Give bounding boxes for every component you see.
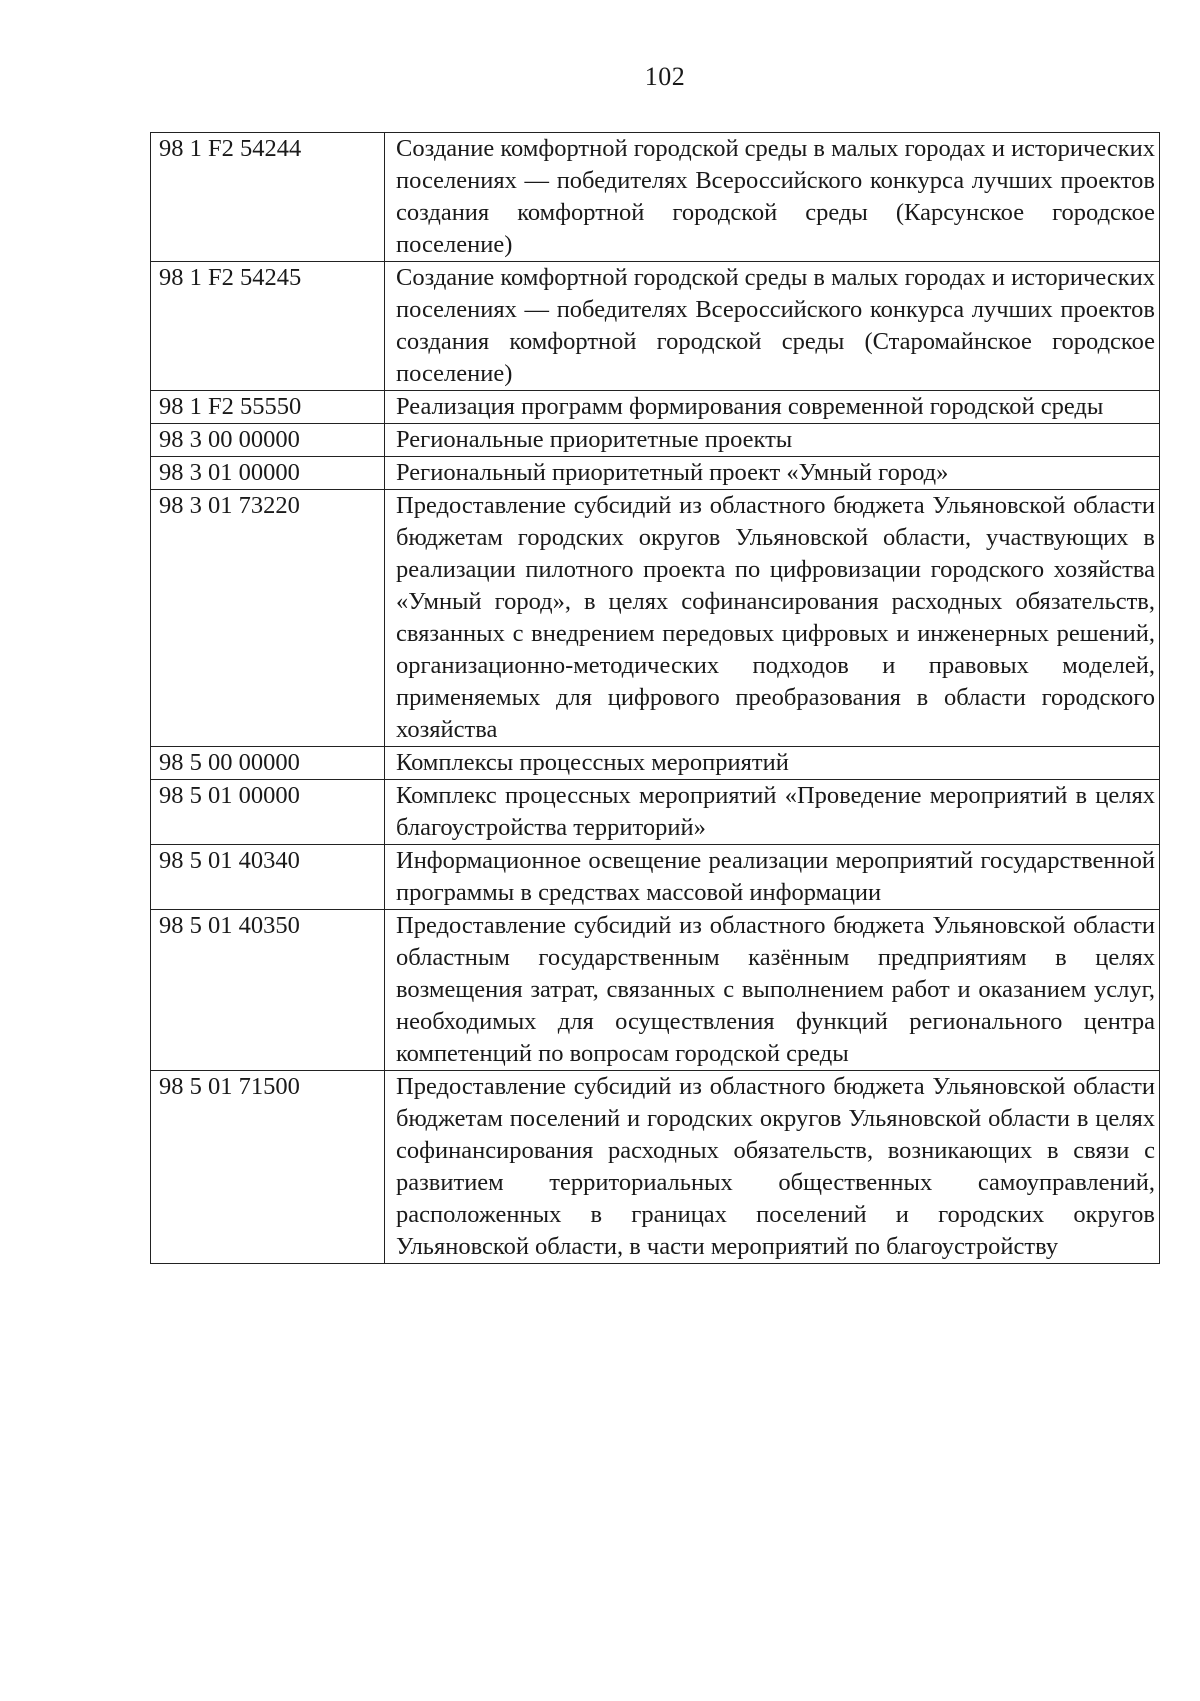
row-code: 98 1 F2 54244 [151, 133, 385, 262]
row-description: Комплексы процессных мероприятий [385, 747, 1160, 780]
budget-classification-table [150, 132, 1160, 1264]
table-row [151, 490, 1160, 747]
table-row [151, 262, 1160, 391]
row-description: Региональные приоритетные проекты [385, 424, 1160, 457]
row-code: 98 5 01 00000 [151, 780, 385, 845]
row-code: 98 3 00 00000 [151, 424, 385, 457]
row-code: 98 3 01 73220 [151, 490, 385, 747]
row-description: Предоставление субсидий из областного бюджета Ульяновской области бюджетам городских округов Ульяновской области, участвующих в реализации пилотного проекта по цифровизации городского хозяйства «Умный город», в целях софинансирования расходных обязательств, связанных с внедрением передовых цифровых и инженерных решений, организационно-методических подходов и правовых моделей, применяемых для цифрового преобразования в области городского хозяйства [385, 490, 1160, 747]
table-row [151, 845, 1160, 910]
page-number: 102 [644, 62, 686, 91]
row-code: 98 1 F2 55550 [151, 391, 385, 424]
row-code: 98 5 01 71500 [151, 1071, 385, 1264]
row-description: Информационное освещение реализации мероприятий государственной программы в средствах массовой информации [385, 845, 1160, 910]
row-description: Предоставление субсидий из областного бюджета Ульяновской области областным государственным казённым предприятиям в целях возмещения затрат, связанных с выполнением работ и оказанием услуг, необходимых для осуществления функций регионального центра компетенций по вопросам городской среды [385, 910, 1160, 1071]
table-row [151, 391, 1160, 424]
row-code: 98 5 01 40340 [151, 845, 385, 910]
table-row [151, 457, 1160, 490]
row-code: 98 5 01 40350 [151, 910, 385, 1071]
row-description: Создание комфортной городской среды в малых городах и исторических поселениях — победителях Всероссийского конкурса лучших проектов создания комфортной городской среды (Карсунское городское поселение) [385, 133, 1160, 262]
row-description: Предоставление субсидий из областного бюджета Ульяновской области бюджетам поселений и городских округов Ульяновской области в целях софинансирования расходных обязательств, возникающих в связи с развитием территориальных общественных самоуправлений, расположенных в границах поселений и городских округов Ульяновской области, в части мероприятий по благоустройству [385, 1071, 1160, 1264]
row-description: Создание комфортной городской среды в малых городах и исторических поселениях — победителях Всероссийского конкурса лучших проектов создания комфортной городской среды (Старомайнское городское поселение) [385, 262, 1160, 391]
row-code: 98 3 01 00000 [151, 457, 385, 490]
table-row [151, 780, 1160, 845]
row-description: Комплекс процессных мероприятий «Проведение мероприятий в целях благоустройства территорий» [385, 780, 1160, 845]
row-code: 98 5 00 00000 [151, 747, 385, 780]
table-row [151, 1071, 1160, 1264]
table-row [151, 910, 1160, 1071]
row-description: Региональный приоритетный проект «Умный город» [385, 457, 1160, 490]
table-row [151, 424, 1160, 457]
table-row [151, 133, 1160, 262]
row-description: Реализация программ формирования современной городской среды [385, 391, 1160, 424]
table-row [151, 747, 1160, 780]
row-code: 98 1 F2 54245 [151, 262, 385, 391]
